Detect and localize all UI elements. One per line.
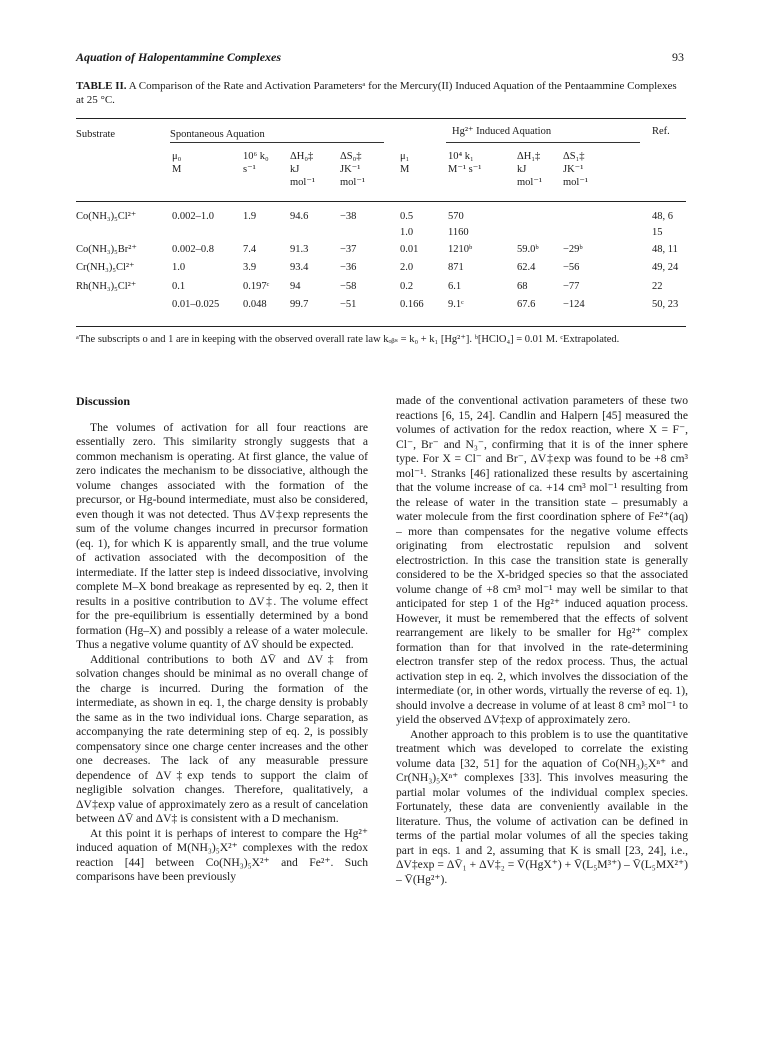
table-bottom-rule xyxy=(76,326,686,327)
table-cell-dh1: 62.4 xyxy=(517,262,536,273)
column-header-unit: M xyxy=(172,164,182,175)
table-cell-mu0: 0.002–1.0 xyxy=(172,211,214,222)
column-header-unit: JK⁻¹ xyxy=(563,164,584,175)
column-header-sym: 10⁶ k₀ xyxy=(243,151,269,162)
table-cell-ref: 15 xyxy=(652,227,663,238)
header-substrate: Substrate xyxy=(76,129,116,140)
table-cell-mu1: 0.01 xyxy=(400,244,419,255)
table-cell-dh0: 91.3 xyxy=(290,244,309,255)
table-cell-mu0: 0.002–0.8 xyxy=(172,244,214,255)
discussion-left-column xyxy=(76,394,368,885)
table-cell-k1: 871 xyxy=(448,262,464,273)
table-cell-k1: 570 xyxy=(448,211,464,222)
paragraph: The volumes of activation for all four reactions are essentially zero. This similarity strongly suggests that a common mechanism is operating. At first glance, the value of zero indicates the mechanism to be dissociative, although the volume changes associated with the formation of the precursor, or Hg-bound intermediate, must also be considered, even though it was not detected. Thus ΔV‡exp represents the sum of the volume changes incurred in precursor formation (eq. 1), for which K is apparently small, and the true volume of activation associated with the decomposition of the intermediate. If the latter step is indeed dissociative, involving complete M–X bond breakage as represented by eq. 2, then it results in a positive contribution to ΔV‡. The volume effect for the pre-equilibrium is essentially determined by a bond formation (Hg–X) and possibly a release of a water molecule. Thus a negative volume quantity of ΔV̄ should be expected. xyxy=(76,420,368,651)
table-cell-substrate: Cr(NH₃)₅Cl²⁺ xyxy=(76,262,135,273)
table-cell-ds0: −58 xyxy=(340,281,357,292)
table-header-rule xyxy=(76,201,686,202)
table-cell-k1: 1210ᵇ xyxy=(448,244,473,255)
column-header-unit: s⁻¹ xyxy=(243,164,256,175)
table-top-rule xyxy=(76,118,686,119)
table-cell-mu1: 1.0 xyxy=(400,227,414,238)
table-cell-ref: 48, 6 xyxy=(652,211,673,222)
header-ref: Ref. xyxy=(652,126,670,137)
spontaneous-underline xyxy=(170,142,384,143)
table-cell-mu1: 0.166 xyxy=(400,299,424,310)
table-cell-ref: 48, 11 xyxy=(652,244,678,255)
table-cell-dh0: 94.6 xyxy=(290,211,309,222)
paragraph: At this point it is perhaps of interest to compare the Hg²⁺ induced aquation of M(NH₃)₅X²⁺ complexes with the redox reaction [44] between Co(NH₃)₅X²⁺ and Fe²⁺. Such comparisons have been previously xyxy=(76,826,368,883)
table-cell-k0: 7.4 xyxy=(243,244,257,255)
table-cell-mu1: 2.0 xyxy=(400,262,414,273)
column-header-sym: ΔH₀‡ xyxy=(290,151,314,162)
table-cell-k0: 3.9 xyxy=(243,262,257,273)
table-cell-dh1: 68 xyxy=(517,281,528,292)
table-cell-k0: 0.048 xyxy=(243,299,267,310)
table-cell-ref: 22 xyxy=(652,281,663,292)
table-cell-dh1: 59.0ᵇ xyxy=(517,244,539,255)
paragraph: Additional contributions to both ΔV̄ and ΔV‡ from solvation changes should be minimal as no overall change of the charge is incurred. During the formation of the intermediate, as shown in eq. 1, the charge density is probably the same as in the two individual ions. Charge separation, as accompanying the rate determining step of eq. 2, is possibly compensatory since one charge center increases and the other one decreases. The lack of any measurable pressure dependence of ΔV‡exp tends to support the claim of negligible solvation changes. Therefore, qualitatively, a ΔV‡exp value of approximately zero as a result of cancelation between ΔV̄ and ΔV‡ is consistent with a D mechanism. xyxy=(76,652,368,825)
table-cell-ds0: −38 xyxy=(340,211,357,222)
column-header-unit: kJ xyxy=(290,164,300,175)
table-cell-ds1: −77 xyxy=(563,281,580,292)
section-heading: Discussion xyxy=(76,394,131,408)
table-cell-mu0: 0.01–0.025 xyxy=(172,299,220,310)
table-cell-dh0: 99.7 xyxy=(290,299,309,310)
table-cell-substrate: Co(NH₃)₅Br²⁺ xyxy=(76,244,137,255)
column-header-sym: μ₁ xyxy=(400,151,410,162)
column-header-sym: ΔH₁‡ xyxy=(517,151,541,162)
table-caption-text: A Comparison of the Rate and Activation Parametersᵃ for the Mercury(II) Induced Aquation of the Pentaammine Complexes at 25 °C. xyxy=(76,80,677,106)
column-header-unit: M⁻¹ s⁻¹ xyxy=(448,164,482,175)
column-header-unit2: mol⁻¹ xyxy=(340,177,366,188)
table-footnotes: ᵃThe subscripts o and 1 are in keeping with the observed overall rate law kₒᵦₛ = k₀ + k₁ [Hg²⁺]. ᵇ[HClO₄] = 0.01 M. ᶜExtrapolated. xyxy=(76,334,620,345)
column-header-unit: M xyxy=(400,164,410,175)
running-title: Aquation of Halopentammine Complexes xyxy=(76,50,282,64)
table-cell-ds0: −36 xyxy=(340,262,357,273)
column-header-sym: 10⁴ k₁ xyxy=(448,151,474,162)
table-cell-dh0: 94 xyxy=(290,281,301,292)
table-cell-mu1: 0.5 xyxy=(400,211,414,222)
table-cell-dh1: 67.6 xyxy=(517,299,536,310)
page-number: 93 xyxy=(672,50,684,64)
column-header-unit: JK⁻¹ xyxy=(340,164,361,175)
column-header-unit2: mol⁻¹ xyxy=(517,177,543,188)
table-caption-label: TABLE II. xyxy=(76,80,127,92)
column-header-unit: kJ xyxy=(517,164,527,175)
column-header-sym: μ₀ xyxy=(172,151,182,162)
table-cell-ref: 49, 24 xyxy=(652,262,679,273)
table-cell-k0: 1.9 xyxy=(243,211,257,222)
paragraph: made of the conventional activation parameters of these two reactions [6, 15, 24]. Candlin and Halpern [45] measured the volumes of activation for the redox reaction, where X = F⁻, Cl⁻, Br⁻ and N₃⁻, confirming that it is of the inner sphere type. For X = Cl⁻ and Br⁻, ΔV‡exp was found to be +8 cm³ mol⁻¹. Stranks [46] rationalized these results by ascertaining that the volume increase of ca. +14 cm³ mol⁻¹ resulting from the release of water in the transition state – presumably a water molecule from the first coordination sphere of Fe²⁺(aq) – more than compensates for the negative volume effects originating from electrostatic repulsion and solvent electrostriction. In this case the transition state is generally considered to be the X-bridged species so that the associated volume change of +8 cm³ mol⁻¹ may well be similar to that anticipated for step 1 of the Hg²⁺ induced aquation process. However, it must be remembered that the effects of solvent rearrangement are likely to be smaller for Hg²⁺ complex formation than for that involved in the rate-determining electron transfer step of the redox process. Thus, the actual activation step in eq. 2, which involves the dissociation of the intermediate (or, in other words, virtually the reverse of eq. 1), should involve a decrease in volume of at least 8 cm³ mol⁻¹ to yield the observed ΔV‡exp of approximately zero. xyxy=(396,394,688,726)
column-header-unit2: mol⁻¹ xyxy=(290,177,316,188)
table-cell-mu1: 0.2 xyxy=(400,281,414,292)
table-cell-ds0: −37 xyxy=(340,244,357,255)
table-cell-mu0: 0.1 xyxy=(172,281,186,292)
table-cell-substrate: Co(NH₃)₅Cl²⁺ xyxy=(76,211,137,222)
table-cell-ref: 50, 23 xyxy=(652,299,679,310)
table-cell-mu0: 1.0 xyxy=(172,262,186,273)
table-cell-ds1: −56 xyxy=(563,262,580,273)
column-header-unit2: mol⁻¹ xyxy=(563,177,589,188)
column-header-sym: ΔS₁‡ xyxy=(563,151,585,162)
column-header-sym: ΔS₀‡ xyxy=(340,151,362,162)
table-cell-k1: 9.1ᶜ xyxy=(448,299,464,310)
paragraph: Another approach to this problem is to use the quantitative treatment which was developed to correlate the existing volume data [32, 51] for the aquation of Co(NH₃)₅Xⁿ⁺ and Cr(NH₃)₅Xⁿ⁺ complexes [33]. This involves measuring the partial molar volumes of the individual complex species. Fortunately, these data are conveniently available in the literature. Thus, the volume of activation can be defined in terms of the partial molar volumes of all the species taking part in eqs. 1 and 2, assuming that K is small [23, 24], i.e., ΔV‡exp = ΔV̄₁ + ΔV‡₂ = V̄(HgX⁺) + V̄(L₅M³⁺) – V̄(L₅MX²⁺) – V̄(Hg²⁺). xyxy=(396,727,688,886)
table-cell-k1: 1160 xyxy=(448,227,469,238)
table-cell-dh0: 93.4 xyxy=(290,262,309,273)
table-caption xyxy=(76,79,686,107)
header-spontaneous: Spontaneous Aquation xyxy=(170,129,265,140)
table-cell-ds1: −29ᵇ xyxy=(563,244,583,255)
table-cell-k0: 0.197ᶜ xyxy=(243,281,270,292)
induced-underline xyxy=(446,142,640,143)
table-cell-k1: 6.1 xyxy=(448,281,462,292)
table-cell-substrate: Rh(NH₃)₅Cl²⁺ xyxy=(76,281,137,292)
header-induced: Hg²⁺ Induced Aquation xyxy=(452,126,552,137)
table-cell-ds1: −124 xyxy=(563,299,585,310)
discussion-right-column xyxy=(396,394,688,887)
table-cell-ds0: −51 xyxy=(340,299,357,310)
